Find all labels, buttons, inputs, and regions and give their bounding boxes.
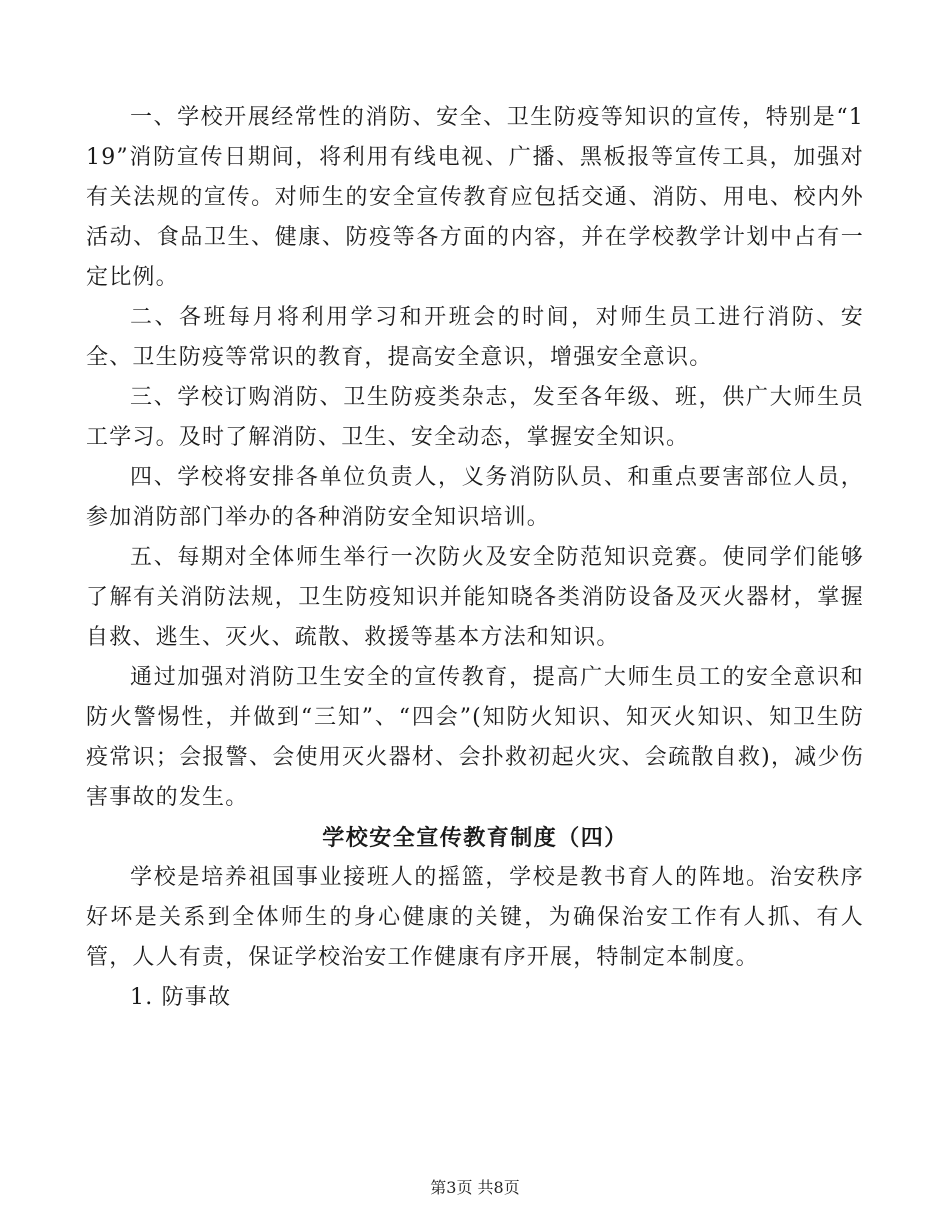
paragraph-4: 四、学校将安排各单位负责人，义务消防队员、和重点要害部位人员，参加消防部门举办的各种消防安全知识培训。 bbox=[86, 465, 864, 530]
intro-paragraph: 学校是培养祖国事业接班人的摇篮，学校是教书育人的阵地。治安秩序好坏是关系到全体师生的身心健康的关键，为确保治安工作有人抓、有人管，人人有责，保证学校治安工作健康有序开展，特制定本制度。 bbox=[86, 865, 864, 970]
paragraph-2: 二、各班每月将利用学习和开班会的时间，对师生员工进行消防、安全、卫生防疫等常识的教育，提高安全意识，增强安全意识。 bbox=[86, 305, 864, 370]
list-item-accident-prevention: 1. 防事故 bbox=[130, 985, 232, 1010]
paragraph-5: 五、每期对全体师生举行一次防火及安全防范知识竞赛。使同学们能够了解有关消防法规，卫生防疫知识并能知晓各类消防设备及灭火器材，掌握自救、逃生、灭火、疏散、救援等基本方法和知识。 bbox=[86, 545, 864, 650]
document-body bbox=[86, 98, 864, 1018]
paragraph-3: 三、学校订购消防、卫生防疫类杂志，发至各年级、班，供广大师生员工学习。及时了解消防、卫生、安全动态，掌握安全知识。 bbox=[86, 385, 864, 450]
paragraph-1: 一、学校开展经常性的消防、安全、卫生防疫等知识的宣传，特别是“119”消防宣传日期间，将利用有线电视、广播、黑板报等宣传工具，加强对有关法规的宣传。对师生的安全宣传教育应包括交通、消防、用电、校内外活动、食品卫生、健康、防疫等各方面的内容，并在学校教学计划中占有一定比例。 bbox=[86, 105, 864, 290]
paragraph-summary: 通过加强对消防卫生安全的宣传教育，提高广大师生员工的安全意识和防火警惕性，并做到“三知”、“四会”(知防火知识、知灭火知识、知卫生防疫常识；会报警、会使用灭火器材、会扑救初起火灾、会疏散自救)，减少伤害事故的发生。 bbox=[86, 665, 864, 810]
page-footer: 第3页 共8页 bbox=[430, 1178, 520, 1197]
section-heading: 学校安全宣传教育制度（四） bbox=[322, 825, 628, 851]
